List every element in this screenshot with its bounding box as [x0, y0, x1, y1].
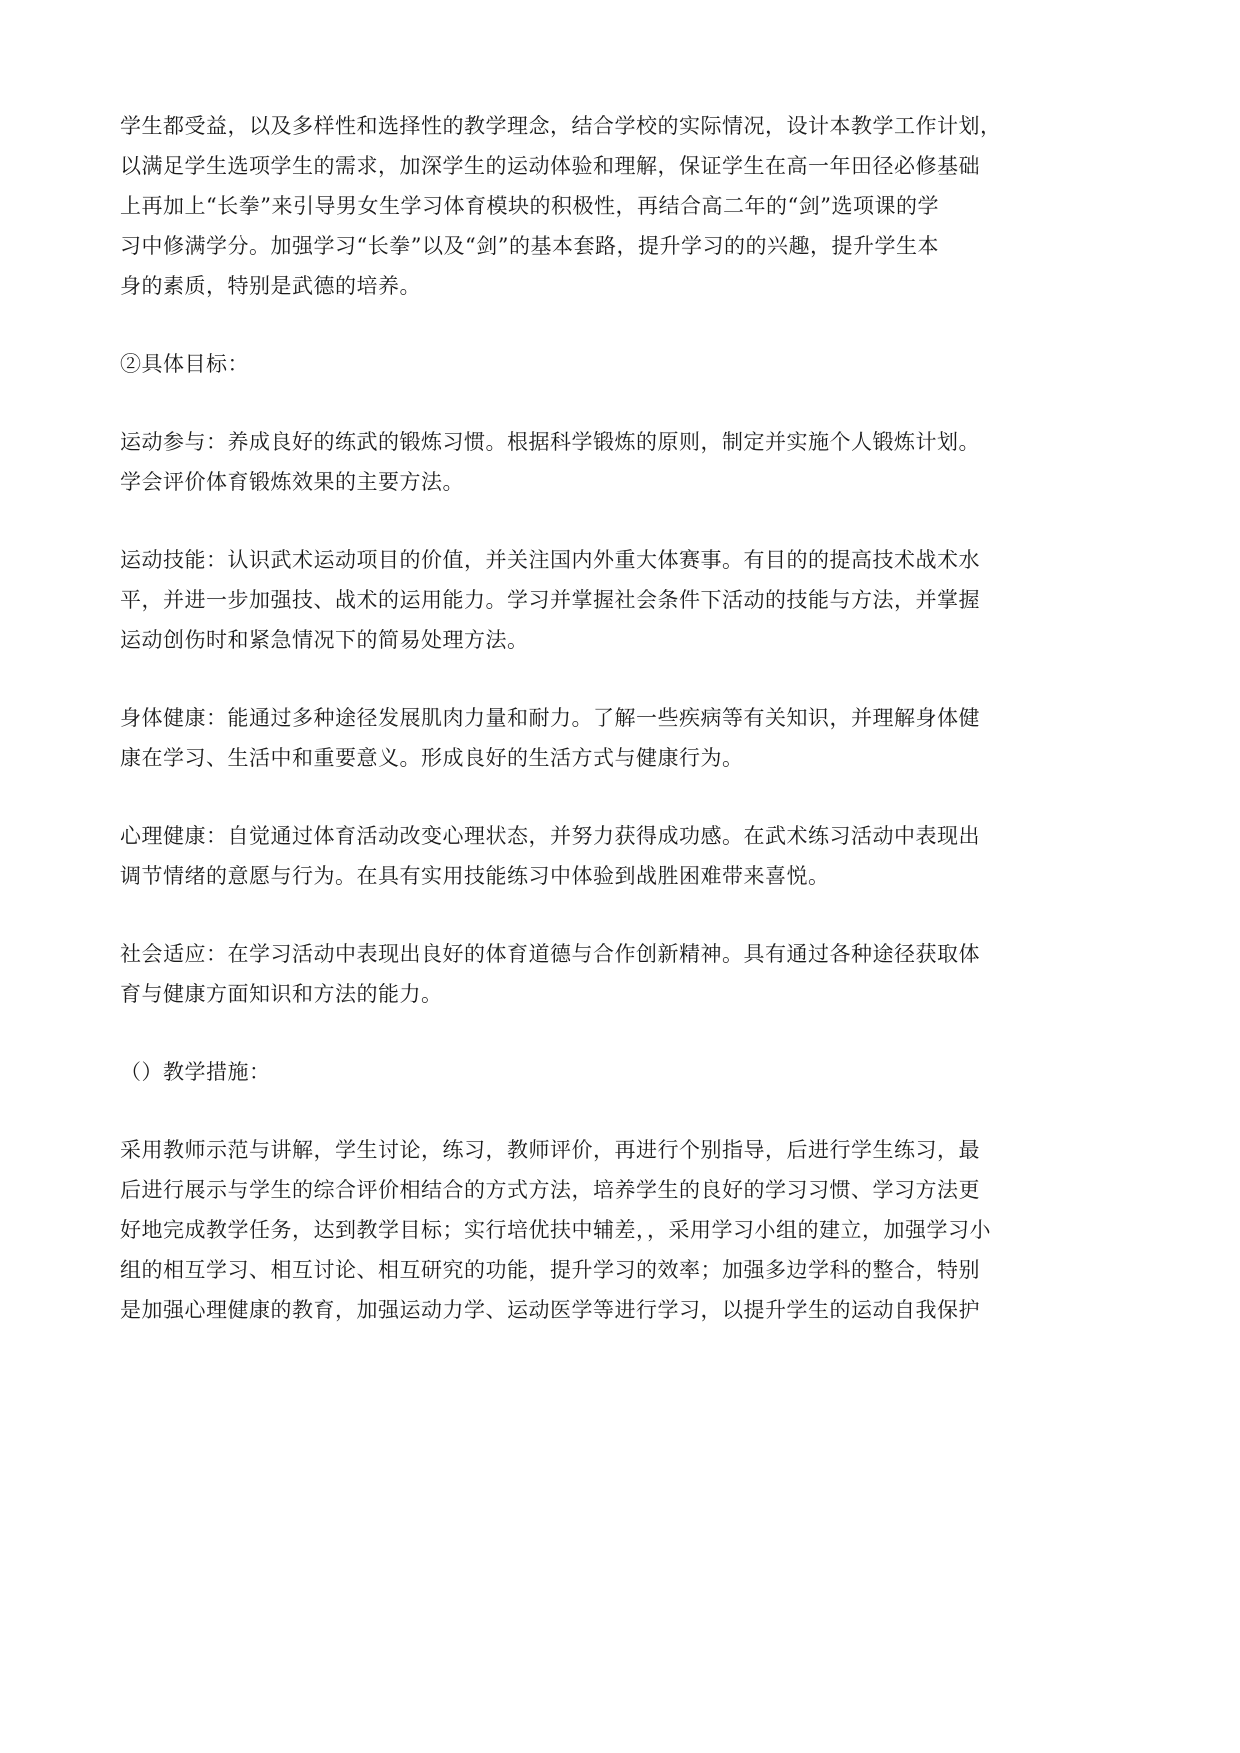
- paragraph-gap: [120, 1014, 1125, 1052]
- goal-physical-health: [120, 698, 1125, 778]
- paragraph-gap: [120, 778, 1125, 816]
- text-line: 身的素质，特别是武德的培养。: [120, 274, 421, 298]
- text-line: 习中修满学分。加强学习“长拳”以及“剑”的基本套路，提升学习的的兴趣，提升学生本: [120, 234, 939, 258]
- text-line: 平，并进一步加强技、战术的运用能力。学习并掌握社会条件下活动的技能与方法，并掌握: [120, 588, 980, 612]
- heading-text: （）教学措施：: [120, 1060, 271, 1084]
- text-line: 调节情绪的意愿与行为。在具有实用技能练习中体验到战胜困难带来喜悦。: [120, 864, 830, 888]
- paragraph-gap: [120, 502, 1125, 540]
- text-line: 采用教师示范与讲解，学生讨论，练习，教师评价，再进行个别指导，后进行学生练习，最: [120, 1138, 980, 1162]
- text-line: 运动技能：认识武术运动项目的价值，并关注国内外重大体赛事。有目的的提高技术战术水: [120, 548, 980, 572]
- text-line: 康在学习、生活中和重要意义。形成良好的生活方式与健康行为。: [120, 746, 744, 770]
- goal-social-adaptation: [120, 934, 1125, 1014]
- text-line: 社会适应：在学习活动中表现出良好的体育道德与合作创新精神。具有通过各种途径获取体: [120, 942, 980, 966]
- text-line: 是加强心理健康的教育，加强运动力学、运动医学等进行学习，以提升学生的运动自我保护: [120, 1298, 980, 1322]
- text-line: 运动创伤时和紧急情况下的简易处理方法。: [120, 628, 529, 652]
- text-line: 运动参与：养成良好的练武的锻炼习惯。根据科学锻炼的原则，制定并实施个人锻炼计划。: [120, 430, 980, 454]
- text-line: 学会评价体育锻炼效果的主要方法。: [120, 470, 464, 494]
- goal-mental-health: [120, 816, 1125, 896]
- paragraph-gap: [120, 896, 1125, 934]
- specific-goals-heading: [120, 344, 1125, 384]
- measures-heading: [120, 1052, 1125, 1092]
- document-page: [120, 106, 1125, 1330]
- text-line: 以满足学生选项学生的需求，加深学生的运动体验和理解，保证学生在高一年田径必修基础: [120, 154, 980, 178]
- text-line: 组的相互学习、相互讨论、相互研究的功能，提升学习的效率；加强多边学科的整合，特别: [120, 1258, 980, 1282]
- paragraph-gap: [120, 1092, 1125, 1130]
- text-line: 学生都受益，以及多样性和选择性的教学理念，结合学校的实际情况，设计本教学工作计划，: [120, 114, 1002, 138]
- paragraph-gap: [120, 660, 1125, 698]
- paragraph-gap: [120, 306, 1125, 344]
- text-line: 心理健康：自觉通过体育活动改变心理状态，并努力获得成功感。在武术练习活动中表现出: [120, 824, 980, 848]
- goal-sport-skills: [120, 540, 1125, 660]
- text-line: 好地完成教学任务，达到教学目标；实行培优扶中辅差，，采用学习小组的建立，加强学习小: [120, 1218, 991, 1242]
- text-line: 后进行展示与学生的综合评价相结合的方式方法，培养学生的良好的学习习惯、学习方法更: [120, 1178, 980, 1202]
- intro-paragraph: [120, 106, 1125, 306]
- goal-sport-participation: [120, 422, 1125, 502]
- text-line: 身体健康：能通过多种途径发展肌肉力量和耐力。了解一些疾病等有关知识，并理解身体健: [120, 706, 980, 730]
- paragraph-gap: [120, 384, 1125, 422]
- text-line: 育与健康方面知识和方法的能力。: [120, 982, 443, 1006]
- text-line: 上再加上“长拳”来引导男女生学习体育模块的积极性，再结合高二年的“剑”选项课的学: [120, 194, 939, 218]
- heading-text: ②具体目标：: [120, 352, 249, 376]
- measures-paragraph: [120, 1130, 1125, 1330]
